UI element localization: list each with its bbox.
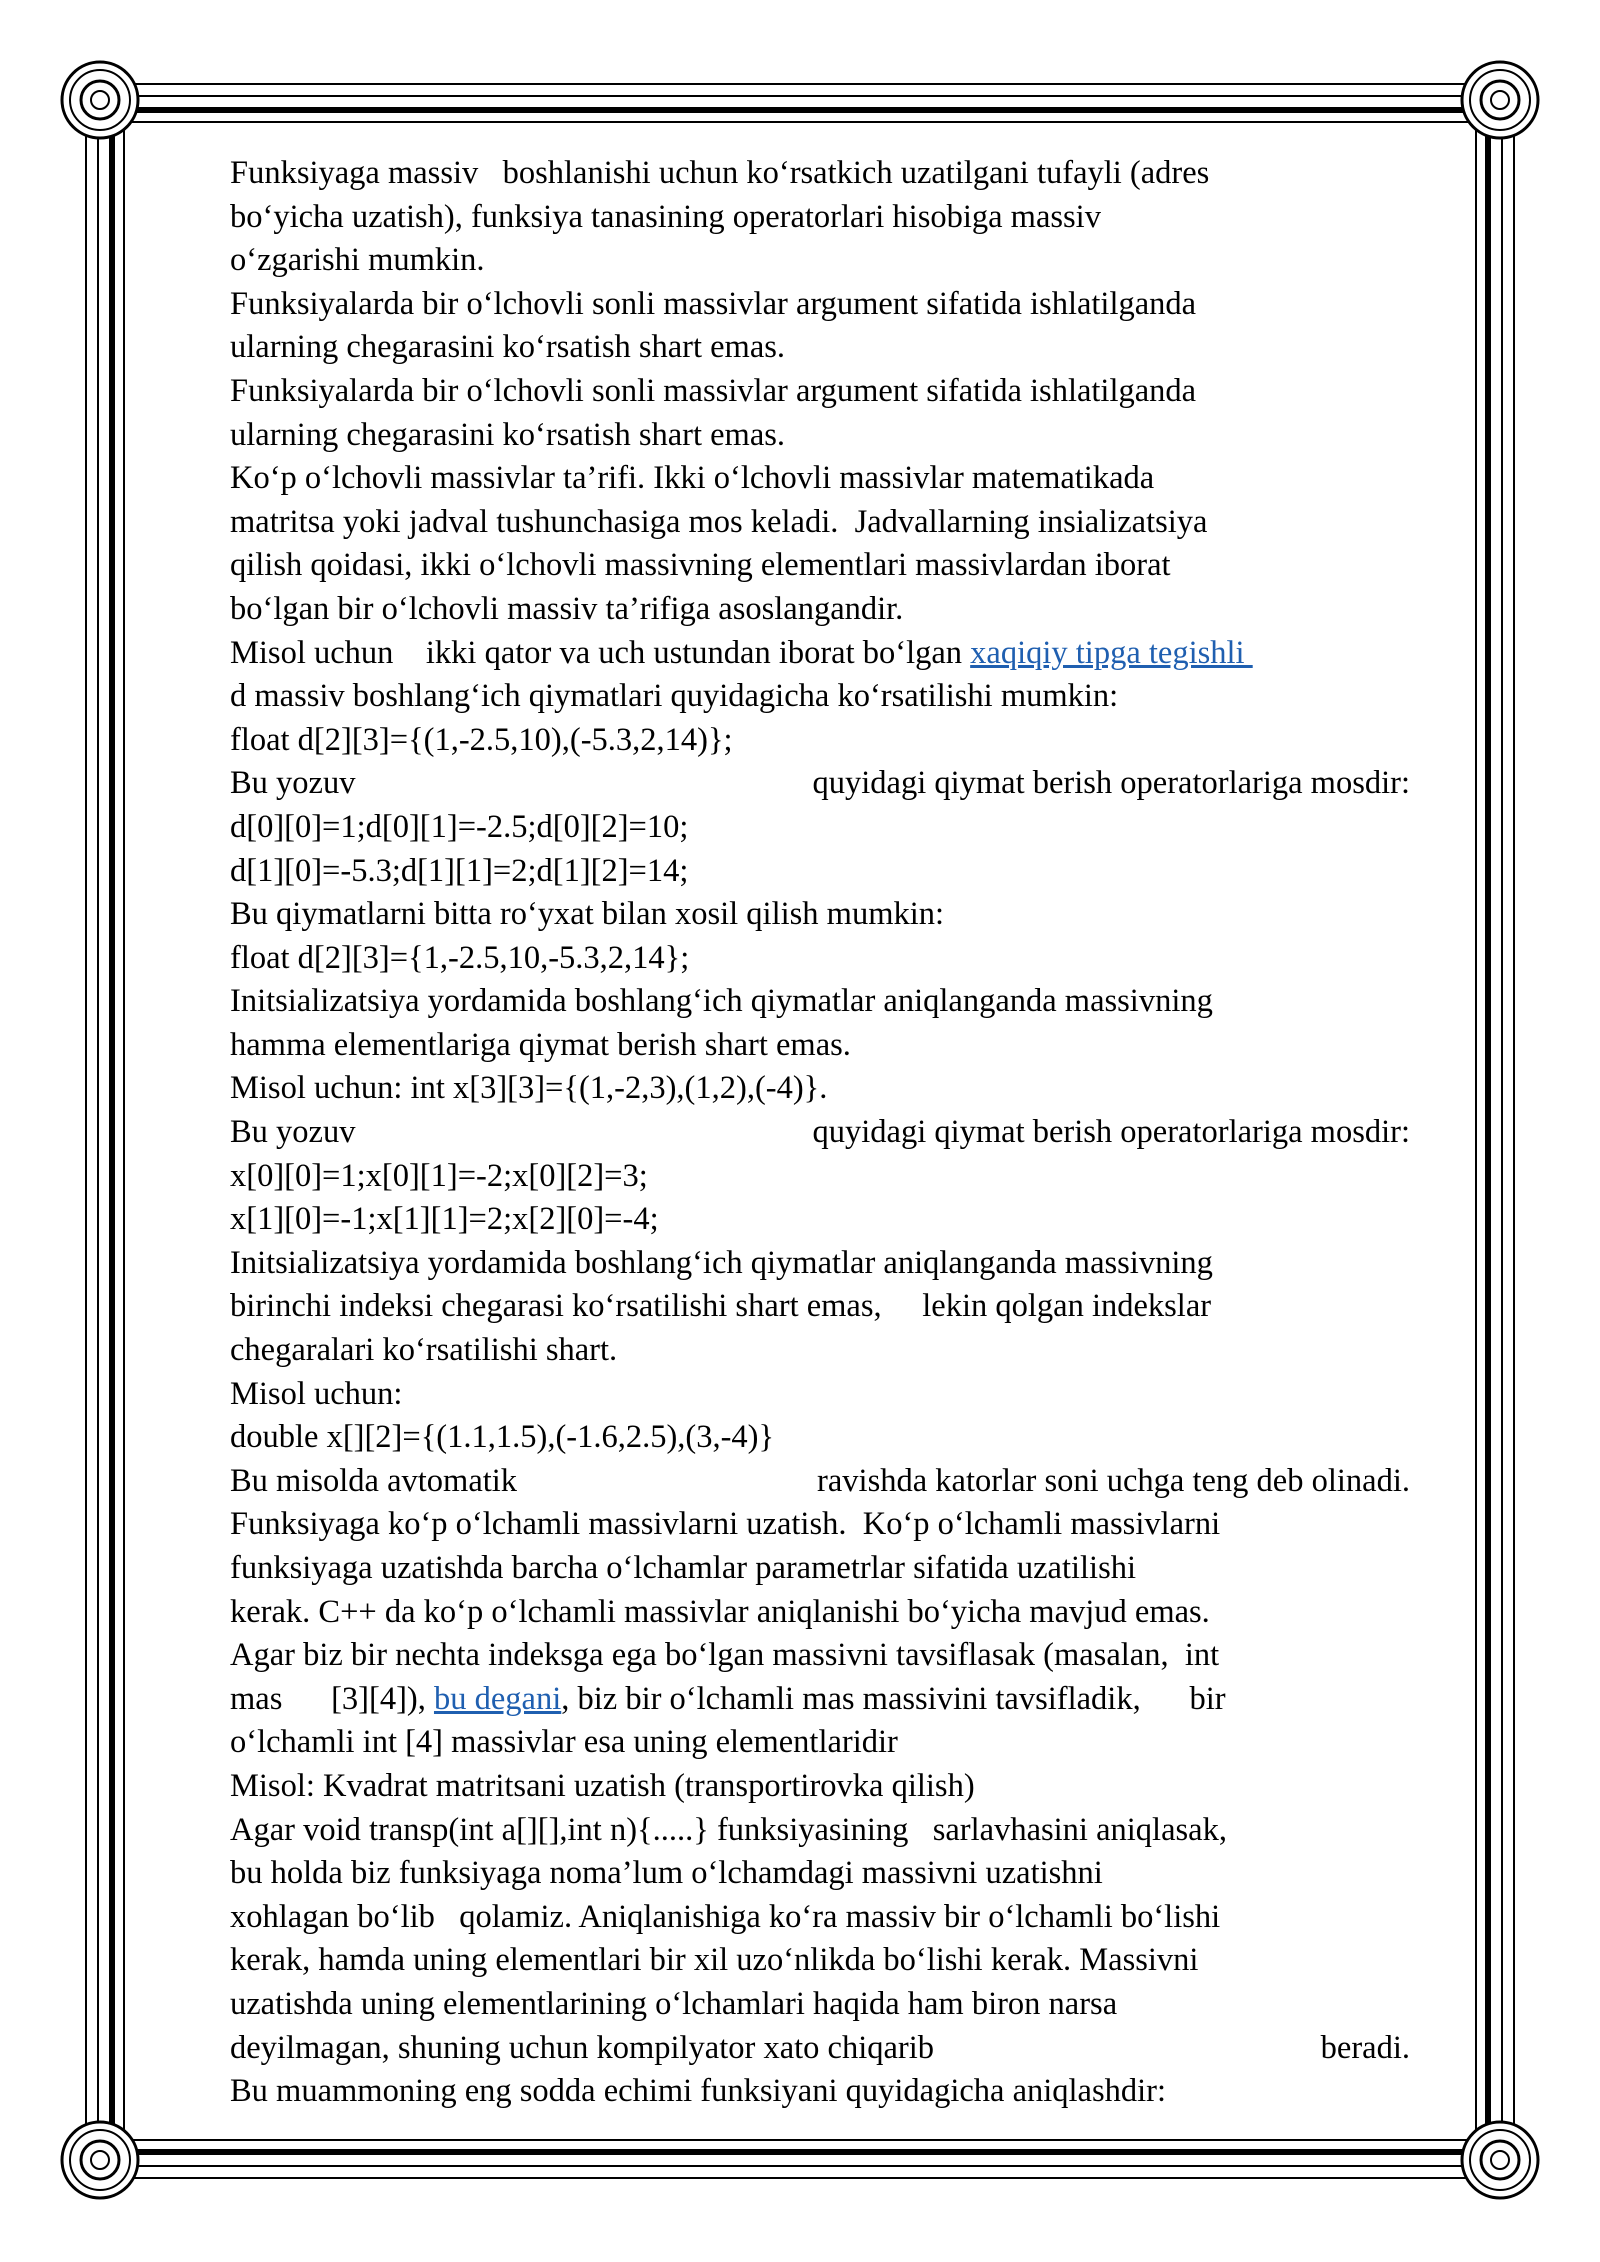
text-line: Funksiyalarda bir o‘lchovli sonli massivlar argument sifatida ishlatilganda xyxy=(230,285,1197,322)
text-segment: mas [3][4]), xyxy=(230,1680,434,1717)
text-segment: Misol uchun ikki qator va uch ustundan iborat bo‘lgan xyxy=(230,634,971,671)
text-segment: , biz bir o‘lchamli mas massivini tavsifladik, bir xyxy=(561,1680,1226,1717)
text-line: hamma elementlariga qiymat berish shart emas. xyxy=(230,1026,851,1063)
corner-ornament-top-left xyxy=(62,62,138,138)
text-line: bo‘yicha uzatish), funksiya tanasining operatorlari hisobiga massiv xyxy=(230,198,1101,235)
text-line: ularning chegarasini ko‘rsatish shart emas. xyxy=(230,329,786,366)
text-line: Funksiyaga massiv boshlanishi uchun ko‘rsatkich uzatilgani tufayli (adres xyxy=(230,155,1210,191)
text-line: Funksiyaga ko‘p o‘lchamli massivlarni uzatish. Ko‘p o‘lchamli massivlarni xyxy=(230,1506,1221,1543)
text-line xyxy=(230,2027,1410,2071)
text-segment: Bu yozuv xyxy=(230,765,356,802)
text-segment: quyidagi qiymat berish operatorlariga mosdir: xyxy=(812,1114,1410,1151)
text-segment: quyidagi qiymat berish operatorlariga mosdir: xyxy=(812,765,1410,802)
text-line: Agar biz bir nechta indeksga ega bo‘lgan massivni tavsiflasak (masalan, int xyxy=(230,1637,1220,1674)
link-xaqiqiy-tipga-tegishli[interactable]: xaqiqiy tipga tegishli xyxy=(970,634,1253,671)
text-segment: Bu misolda avtomatik xyxy=(230,1462,518,1499)
code-line: x[1][0]=-1;x[1][1]=2;x[2][0]=-4; xyxy=(230,1201,659,1238)
text-line: Misol uchun: xyxy=(230,1375,403,1412)
code-line: float d[2][3]={(1,-2.5,10),(-5.3,2,14)}; xyxy=(230,721,733,758)
text-line: Misol uchun: int x[3][3]={(1,-2,3),(1,2),(-4)}. xyxy=(230,1070,828,1107)
text-line: o‘zgarishi mumkin. xyxy=(230,242,485,279)
text-line: ularning chegarasini ko‘rsatish shart emas. xyxy=(230,416,786,453)
text-line: birinchi indeksi chegarasi ko‘rsatilishi shart emas, lekin qolgan indekslar xyxy=(230,1288,1212,1325)
text-line xyxy=(230,632,1410,676)
code-line: float d[2][3]={1,-2.5,10,-5.3,2,14}; xyxy=(230,939,690,976)
code-line: double x[][2]={(1.1,1.5),(-1.6,2.5),(3,-4)} xyxy=(230,1419,775,1456)
text-line: bu holda biz funksiyaga noma’lum o‘lchamdagi massivni uzatishni xyxy=(230,1855,1103,1892)
text-line: Initsializatsiya yordamida boshlang‘ich qiymatlar aniqlanganda massivning xyxy=(230,983,1213,1020)
text-line: kerak. C++ da ko‘p o‘lchamli massivlar aniqlanishi bo‘yicha mavjud emas. xyxy=(230,1593,1210,1630)
text-line: uzatishda uning elementlarining o‘lchamlari haqida ham biron narsa xyxy=(230,1985,1118,2022)
text-line: xohlagan bo‘lib qolamiz. Aniqlanishiga ko‘ra massiv bir o‘lchamli bo‘lishi xyxy=(230,1898,1221,1935)
link-bu-degani[interactable]: bu degani xyxy=(433,1680,562,1717)
text-line: qilish qoidasi, ikki o‘lchovli massivning elementlari massivlardan iborat xyxy=(230,547,1171,584)
text-line: kerak, hamda uning elementlari bir xil uzo‘nlikda bo‘lishi kerak. Massivni xyxy=(230,1942,1199,1979)
text-line: chegaralari ko‘rsatilishi shart. xyxy=(230,1332,618,1369)
text-segment: deyilmagan, shuning uchun kompilyator xato chiqarib xyxy=(230,2029,935,2066)
code-line: d[0][0]=1;d[0][1]=-2.5;d[0][2]=10; xyxy=(230,808,689,845)
text-line: Misol: Kvadrat matritsani uzatish (transportirovka qilish) xyxy=(230,1767,975,1804)
corner-ornament-bottom-left xyxy=(62,2122,138,2198)
text-line: o‘lchamli int [4] massivlar esa uning elementlaridir xyxy=(230,1724,898,1761)
corner-ornament-bottom-right xyxy=(1462,2122,1538,2198)
text-segment: beradi. xyxy=(1320,2029,1410,2066)
corner-ornament-top-right xyxy=(1462,62,1538,138)
text-segment: ravishda katorlar soni uchga teng deb olinadi. xyxy=(817,1462,1410,1499)
code-line: x[0][0]=1;x[0][1]=-2;x[0][2]=3; xyxy=(230,1157,648,1194)
text-line xyxy=(230,1678,1410,1722)
text-line: funksiyaga uzatishda barcha o‘lchamlar parametrlar sifatida uzatilishi xyxy=(230,1550,1137,1586)
text-line: Agar void transp(int a[][],int n){.....} funksiyasining sarlavhasini aniqlasak, xyxy=(230,1811,1227,1848)
document-body xyxy=(230,152,1410,2114)
text-line: d massiv boshlang‘ich qiymatlari quyidagicha ko‘rsatilishi mumkin: xyxy=(230,678,1119,715)
code-line: d[1][0]=-5.3;d[1][1]=2;d[1][2]=14; xyxy=(230,852,689,889)
text-line xyxy=(230,1460,1410,1504)
text-line xyxy=(230,1111,1410,1155)
text-line xyxy=(230,762,1410,806)
text-line: Bu qiymatlarni bitta ro‘yxat bilan xosil qilish mumkin: xyxy=(230,896,945,933)
text-line: Bu muammoning eng sodda echimi funksiyani quyidagicha aniqlashdir: xyxy=(230,2073,1167,2110)
text-line: Funksiyalarda bir o‘lchovli sonli massivlar argument sifatida ishlatilganda xyxy=(230,372,1197,409)
text-segment: Bu yozuv xyxy=(230,1114,356,1151)
text-line: Ko‘p o‘lchovli massivlar ta’rifi. Ikki o‘lchovli massivlar matematikada xyxy=(230,460,1155,497)
text-line: Initsializatsiya yordamida boshlang‘ich qiymatlar aniqlanganda massivning xyxy=(230,1244,1213,1281)
text-line: matritsa yoki jadval tushunchasiga mos keladi. Jadvallarning insializatsiya xyxy=(230,503,1208,540)
text-line: bo‘lgan bir o‘lchovli massiv ta’rifiga asoslangandir. xyxy=(230,590,904,627)
